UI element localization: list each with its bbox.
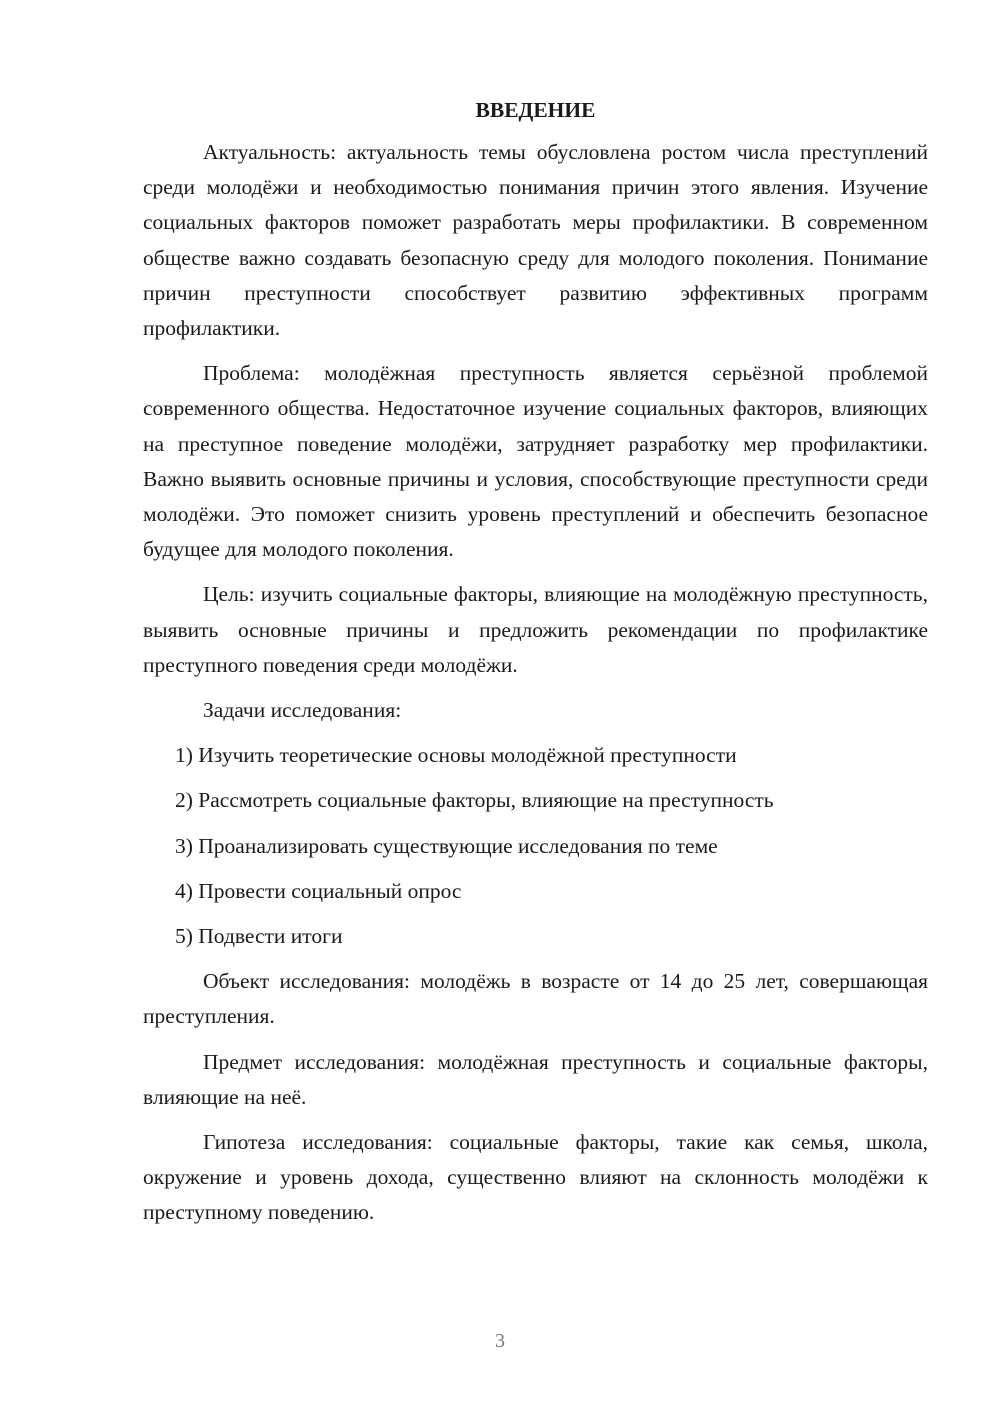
tasks-heading: Задачи исследования: [203,698,402,723]
list-item: 1) Изучить теоретические основы молодёжной преступности [175,743,737,768]
page-title: ВВЕДЕНИЕ [475,98,596,122]
problem-paragraph: Проблема: молодёжная преступность является серьёзной проблемой современного общества. Недостаточное изучение социальных факторов, влияющих на преступное поведение молодёжи, затрудняет разработку мер профилактики. Важно выявить основные причины и условия, способствующие преступности среди молодёжи. Это поможет снизить уровень преступлений и обеспечить безопасное будущее для молодого поколения. [143,361,928,562]
list-item: 4) Провести социальный опрос [175,878,462,903]
list-item: 5) Подвести итоги [175,924,343,949]
tasks-list [143,738,928,954]
goal-paragraph: Цель: изучить социальные факторы, влияющие на молодёжную преступность, выявить основные причины и предложить рекомендации по профилактике преступного поведения среди молодёжи. [143,582,928,677]
subject-paragraph: Предмет исследования: молодёжная преступность и социальные факторы, влияющие на неё. [143,1049,928,1109]
object-paragraph: Объект исследования: молодёжь в возрасте от 14 до 25 лет, совершающая преступления. [143,969,928,1029]
relevance-paragraph: Актуальность: актуальность темы обусловлена ростом числа преступлений среди молодёжи и необходимостью понимания причин этого явления. Изучение социальных факторов поможет разработать меры профилактики. В современном обществе важно создавать безопасную среду для молодого поколения. Понимание причин преступности способствует развитию эффективных программ профилактики. [143,140,928,341]
page-number: 3 [495,1330,505,1352]
list-item: 2) Рассмотреть социальные факторы, влияющие на преступность [175,788,774,813]
list-item: 3) Проанализировать существующие исследования по теме [175,833,718,858]
hypothesis-paragraph: Гипотеза исследования: социальные факторы, такие как семья, школа, окружение и уровень дохода, существенно влияют на склонность молодёжи к преступному поведению. [143,1130,928,1225]
document-page [143,90,928,1241]
